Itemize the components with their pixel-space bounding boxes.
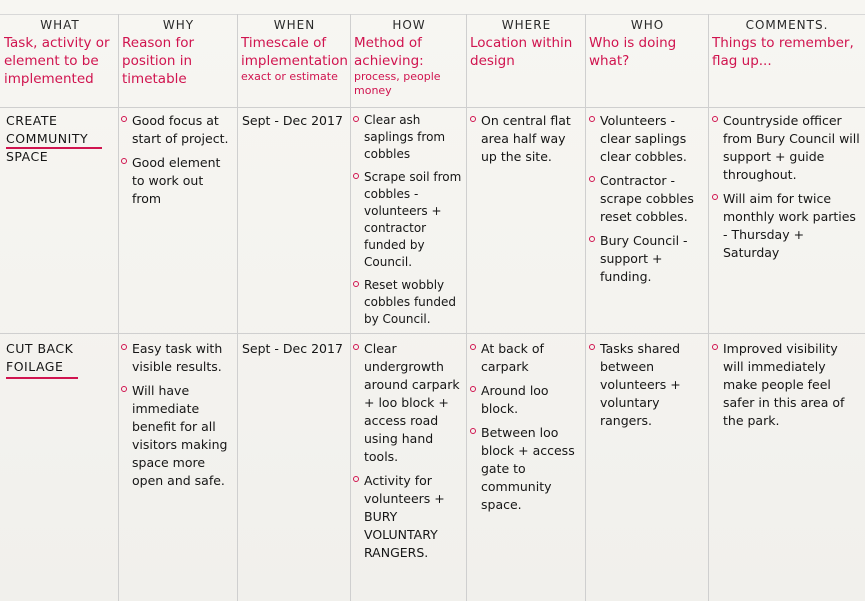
list-item: Countryside officer from Bury Council will support + guide throughout. [711,112,861,184]
column-divider [237,14,238,601]
row-rule [0,333,865,334]
list-item: Bury Council - support + funding. [588,232,706,286]
header-description: Task, activity or element to be implemented [4,35,110,87]
header-why [122,18,235,104]
list-item: Clear undergrowth around carpark + loo block + access road using hand tools. [352,340,465,466]
row2-where [469,340,583,598]
header-who [589,18,706,104]
list-item: Contractor - scrape cobbles reset cobbles. [588,172,706,226]
list-item: Will aim for twice monthly work parties - Thursday + Saturday [711,190,861,262]
header-what [4,18,116,104]
header-note: process, people money [354,70,441,97]
column-divider [585,14,586,601]
row2-when [242,340,348,380]
header-note: exact or estimate [241,70,338,83]
list-item: Between loo block + access gate to community space. [469,424,583,514]
list-item: Volunteers - clear saplings clear cobbles. [588,112,706,166]
list-item: Scrape soil from cobbles - volunteers + contractor funded by Council. [352,169,465,271]
list-item: On central flat area half way up the site. [469,112,583,166]
timescale-text: Sept - Dec 2017 [242,113,343,128]
list-item: Easy task with visible results. [120,340,236,376]
header-how [354,18,464,104]
header-label: WHAT [40,18,80,32]
list-item: Improved visibility will immediately make people feel safer in this area of the park. [711,340,861,430]
list-item: At back of carpark [469,340,583,376]
list-item: Good element to work out from [120,154,236,208]
header-label: COMMENTS. [745,18,829,32]
row1-where [469,112,583,330]
header-description: Location within design [470,35,573,69]
row1-when [242,112,348,142]
task-create-community-space [6,112,114,166]
header-label: WHO [630,18,665,32]
row1-comments [711,112,861,330]
list-item: Will have immediate benefit for all visitors making space more open and safe. [120,382,236,490]
header-label: WHERE [501,18,552,32]
header-rule [0,107,865,108]
header-label: WHY [162,18,195,32]
list-item: Activity for volunteers + BURY VOLUNTARY RANGERS. [352,472,465,562]
header-when [241,18,348,104]
top-rule [0,14,865,15]
header-where [470,18,583,104]
header-description: Timescale of implementation [241,35,348,69]
header-comments [712,18,862,104]
header-label: WHEN [273,18,316,32]
task-underline [6,377,78,379]
task-label: CUT BACK FOILAGE [6,341,74,374]
row2-why [120,340,236,598]
timescale-text: Sept - Dec 2017 [242,341,343,356]
list-item: Tasks shared between volunteers + voluntary rangers. [588,340,706,430]
header-description: Reason for position in timetable [122,35,195,87]
header-description: Things to remember, flag up... [712,35,854,69]
column-divider [350,14,351,601]
list-item: Clear ash saplings from cobbles [352,112,465,163]
row2-comments [711,340,861,598]
row2-who [588,340,706,598]
list-item: Reset wobbly cobbles funded by Council. [352,277,465,328]
row1-who [588,112,706,330]
task-label: CREATE COMMUNITY SPACE [6,113,89,164]
row2-how [352,340,465,598]
header-description: Method of achieving: [354,35,424,69]
header-label: HOW [392,18,426,32]
list-item: Around loo block. [469,382,583,418]
column-divider [708,14,709,601]
column-divider [118,14,119,601]
header-description: Who is doing what? [589,35,677,69]
column-divider [466,14,467,601]
row1-how [352,112,465,332]
task-cut-back-foilage [6,340,114,376]
row1-why [120,112,236,330]
list-item: Good focus at start of project. [120,112,236,148]
task-underline [6,147,102,149]
